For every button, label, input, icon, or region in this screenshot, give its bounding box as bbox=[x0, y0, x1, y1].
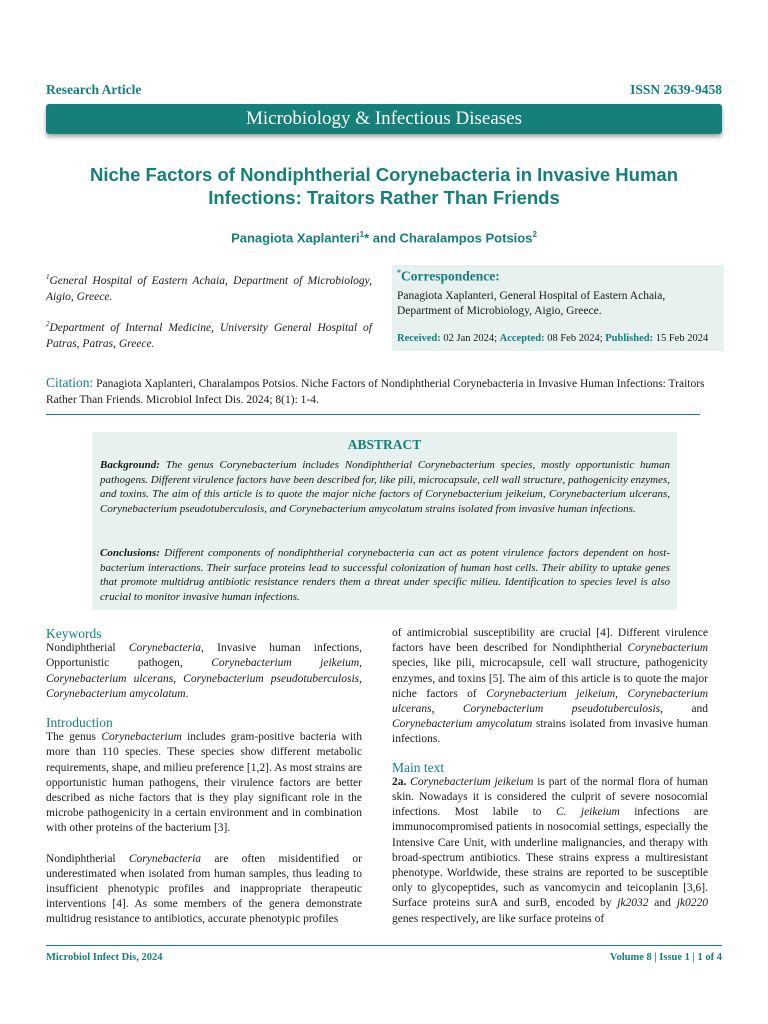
affiliation-2 bbox=[46, 316, 372, 352]
background-label: Background: bbox=[100, 459, 160, 471]
kw-italic-3: Corynebacterium pseudotuberculosis bbox=[183, 672, 360, 685]
accepted-date: 08 Feb 2024; bbox=[544, 333, 606, 344]
journal-banner: Microbiology & Infectious Diseases bbox=[46, 104, 722, 134]
footer-divider bbox=[46, 945, 722, 946]
cont-italic-1: Corynebacterium bbox=[627, 642, 708, 655]
main-section-number: 2a. bbox=[392, 775, 407, 788]
accepted-label: Accepted: bbox=[499, 333, 545, 344]
issn: ISSN 2639-9458 bbox=[630, 82, 722, 97]
left-column bbox=[46, 626, 362, 928]
footer-page-info: Volume 8 | Issue 1 | 1 of 4 bbox=[609, 952, 722, 963]
kw-italic-4: Corynebacterium amycolatum bbox=[46, 687, 186, 700]
publication-dates bbox=[397, 333, 708, 344]
main-italic-1: Corynebacterium jeikeium bbox=[410, 775, 534, 788]
affiliation-1-text: General Hospital of Eastern Achaia, Department of Microbiology, Aigio, Greece. bbox=[46, 274, 372, 303]
keywords-heading: Keywords bbox=[46, 626, 102, 641]
correspondence-label: Correspondence: bbox=[401, 268, 500, 284]
affiliation-1-sup: 1 bbox=[46, 273, 50, 281]
author-and: and bbox=[369, 230, 400, 246]
author-2: Charalampos Potsios bbox=[399, 230, 533, 246]
abstract-conclusions bbox=[100, 546, 670, 604]
kw-text-1: Nondiphtherial bbox=[46, 642, 129, 655]
article-type: Research Article bbox=[46, 82, 142, 97]
keywords-text bbox=[46, 641, 362, 702]
author-1-mark: * bbox=[364, 230, 370, 246]
affiliation-2-text: Department of Internal Medicine, University General Hospital of Patras, Patras, Greece. bbox=[46, 321, 372, 350]
affiliation-1 bbox=[46, 269, 372, 305]
cont-d: strains isolated from invasive human infections. bbox=[392, 718, 708, 746]
main-text-heading: Main text bbox=[392, 759, 445, 775]
citation-label: Citation: bbox=[46, 375, 94, 390]
title-line-1: Niche Factors of Nondiphtherial Corynebacteria in Invasive Human bbox=[89, 164, 679, 185]
main-c: and bbox=[648, 897, 677, 910]
intro-p1-italic: Corynebacterium bbox=[101, 731, 182, 744]
received-label: Received: bbox=[397, 333, 441, 344]
cont-a: of antimicrobial susceptibility are crucial [4]. Different virulence factors have been described for Nondiphtherial bbox=[392, 627, 708, 655]
abstract-background bbox=[100, 458, 670, 516]
intro-p1-b: includes gram-positive bacteria with more than 110 species. These species show different metabolic requirements, shape, and milieu preference [1,2]. As most strains are opportunistic human pathogens, their virulence factors are better described as niche factors that is they play significant role in the microbe pathogenicity in a certain environment and in combination with other proteins of the bacterium [3]. bbox=[46, 731, 363, 835]
citation-text: Panagiota Xaplanteri, Charalampos Potsios. Niche Factors of Nondiphtherial Corynebacteria in Invasive Human Infections: Traitors Rather Than Friends. Microbiol Infect Dis. 2024; 8(1): 1-4. bbox=[46, 378, 705, 406]
author-1-sup: 1 bbox=[359, 230, 365, 239]
main-italic-2: C. jeikeium bbox=[555, 806, 620, 819]
footer-journal: Microbiol Infect Dis, 2024 bbox=[46, 952, 163, 963]
author-1: Panagiota Xaplanteri bbox=[231, 230, 360, 246]
author-2-sup: 2 bbox=[532, 230, 537, 239]
main-italic-3: jk2032 bbox=[617, 897, 649, 910]
published-label: Published: bbox=[605, 333, 654, 344]
cont-italic-2: Corynebacterium jeikeium, Corynebacterium ulcerans, Corynebacterium pseudotuberculosis bbox=[392, 687, 708, 716]
conclusions-text: Different components of nondiphtherial corynebacteria can act as potent virulence factors dependent on host-bacterium interactions. Their surface proteins lead to successful colonization of human host cells. Their ability to uptake genes that promote multidrug antibiotic resistance renders them a threat under specific milieu. Identification to species level is also crucial to monitor invasive human infections. bbox=[100, 547, 670, 603]
abstract-heading: ABSTRACT bbox=[347, 437, 422, 452]
kw-text-3: , bbox=[173, 672, 184, 685]
cont-c: , and bbox=[660, 703, 708, 716]
affiliation-2-sup: 2 bbox=[46, 320, 50, 328]
kw-italic-1: Corynebacteria bbox=[128, 642, 202, 655]
correspondence-mark: * bbox=[397, 268, 401, 277]
right-column bbox=[392, 626, 708, 927]
paper-title bbox=[60, 163, 708, 209]
citation-divider bbox=[46, 414, 700, 415]
cont-b: species, like pili, microcapsule, cell wall structure, pathogenicity enzymes, and toxins [5]. The aim of this article is to quote the major niche factors of bbox=[392, 657, 708, 700]
kw-text-4: , bbox=[359, 672, 363, 685]
correspondence-title bbox=[397, 268, 500, 285]
main-b: infections are immunocompromised patients in nosocomial settings, especially the Intensive Care Unit, with underline malignancies, and therapy with broad-spectrum antibiotics. These strains express a multiresistant phenotype. Worldwide, these strains are reported to be susceptible only to glycopeptides, such as vancomycin and teicoplanin [3,6]. Surface proteins surA and surB, encoded by bbox=[392, 806, 709, 910]
intro-p2-italic: Corynebacteria bbox=[128, 852, 202, 865]
background-text: The genus Corynebacterium includes Nondiphtherial Corynebacterium species, mostly opportunistic human pathogens. Different virulence factors have been described for, like pili, microcapsule, cell wall structure, pathogenicity enzymes, and toxins. The aim of this article is to quote the major niche factors of Corynebacterium jeikeium, Corynebacterium ulcerans, Corynebacterium pseudotuberculosis, and Corynebacterium amycolatum strains isolated from invasive human infections. bbox=[100, 459, 670, 515]
main-d: genes respectively, are like surface proteins of bbox=[392, 912, 605, 925]
kw-italic-2: Corynebacterium jeikeium, Corynebacterium ulcerans bbox=[46, 657, 362, 685]
intro-p1-a: The genus bbox=[46, 731, 102, 744]
correspondence-text: Panagiota Xaplanteri, General Hospital of Eastern Achaia, Department of Microbiology, Aigio, Greece. bbox=[397, 290, 666, 317]
intro-p2-b: are often misidentified or underestimated when isolated from human samples, thus leading to insufficient phenotypic profiles and inappropriate therapeutic interventions [4]. As some members of the genera demonstrate multidrug resistance to antibiotics, accurate phenotypic profiles bbox=[46, 852, 362, 926]
published-date: 15 Feb 2024 bbox=[653, 333, 709, 344]
intro-p2-a: Nondiphtherial bbox=[46, 852, 129, 865]
title-line-2: Infections: Traitors Rather Than Friends bbox=[208, 187, 560, 208]
cont-italic-3: Corynebacterium amycolatum bbox=[392, 718, 533, 731]
intro-paragraph-2 bbox=[46, 852, 362, 928]
citation bbox=[46, 375, 722, 408]
author-line bbox=[60, 230, 708, 245]
main-italic-4: jk0220 bbox=[676, 897, 708, 910]
received-date: 02 Jan 2024; bbox=[440, 333, 500, 344]
main-a: is part of the normal flora of human skin. Nowadays it is considered the culprit of severe nosocomial infections. Most labile to bbox=[392, 775, 709, 819]
introduction-heading: Introduction bbox=[46, 715, 113, 731]
main-text-paragraph bbox=[392, 775, 708, 927]
conclusions-label: Conclusions: bbox=[100, 547, 160, 559]
kw-text-5: . bbox=[185, 687, 189, 700]
kw-text-2: , Invasive human infections, Opportunistic pathogen, bbox=[46, 642, 363, 670]
intro-continuation bbox=[392, 626, 708, 748]
intro-paragraph-1 bbox=[46, 730, 362, 836]
